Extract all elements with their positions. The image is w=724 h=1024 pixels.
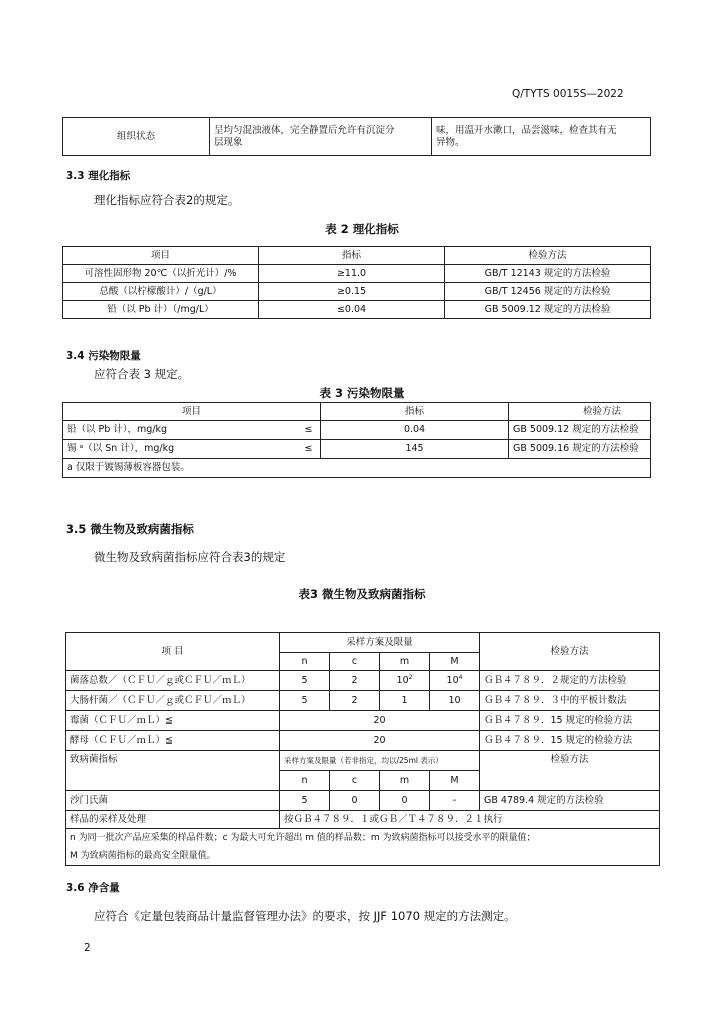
table-cell: GB/T 12143 规定的方法检验 <box>445 265 651 283</box>
table-cell: 5 <box>280 671 330 691</box>
page-number: 2 <box>84 942 91 954</box>
micro-sub-M: M <box>430 771 480 791</box>
table-cell: ＧＢ４７８９．15 规定的检验方法 <box>480 731 660 751</box>
section-3-4-heading: 3.4 污染物限量 <box>66 350 141 362</box>
table-cell: 5 <box>280 791 330 811</box>
table-3-micro-title: 表3 微生物及致病菌指标 <box>298 587 426 601</box>
table-3-pollutants-title: 表 3 污染物限量 <box>319 386 405 400</box>
right-line-1: 味，用温开水漱口，品尝滋味，检查其有无 <box>436 124 617 136</box>
section-3-5-text: 微生物及致病菌指标应符合表3的规定 <box>94 550 286 564</box>
table-cell: 1 <box>380 691 430 711</box>
right-line-2: 异物。 <box>436 136 465 148</box>
table-row: 铅（以 Pb 计）（/mg/L） <box>63 301 259 319</box>
micro-sub-M: M <box>430 653 480 671</box>
right-cell <box>432 118 651 156</box>
section-3-6-text: 应符合《定量包装商品计量监督管理办法》的要求，按 JJF 1070 规定的方法测定。 <box>94 909 516 923</box>
table-cell: 2 <box>330 691 380 711</box>
table-3-header-item: 项目 <box>63 403 321 421</box>
value-base: 10 <box>446 674 459 686</box>
table-3-microbial <box>65 632 660 866</box>
micro-header-item: 项 目 <box>66 633 280 671</box>
micro-sub-c: c <box>330 653 380 671</box>
section-3-6-heading: 3.6 净含量 <box>66 882 120 894</box>
table-cell <box>430 671 480 691</box>
table-cell: GB/T 12456 规定的方法检验 <box>445 283 651 301</box>
table-cell: 20 <box>280 711 480 731</box>
table-cell: GB 4789.4 规定的方法检验 <box>480 791 660 811</box>
description-line-2: 层现象 <box>214 136 243 148</box>
table-2-header-index: 指标 <box>259 247 445 265</box>
label-cell: 组织状态 <box>63 118 210 156</box>
micro-header-method: 检验方法 <box>480 633 660 671</box>
value-exponent: 4 <box>458 673 463 681</box>
micro-sub-n: n <box>280 653 330 671</box>
table-3-pollutants <box>62 402 651 478</box>
table-cell: 0 <box>380 791 430 811</box>
micro-header-plan: 采样方案及限量 <box>280 633 480 653</box>
table-cell: 0.04 <box>321 421 509 440</box>
table-row: 锡 ᵃ（以 Sn 计），mg/kg <box>63 440 201 459</box>
table-row: 铅（以 Pb 计），mg/kg <box>63 421 201 440</box>
description-cell <box>210 118 432 156</box>
table-cell: ≤ <box>201 440 321 459</box>
table-2 <box>62 246 651 319</box>
micro-sub-n: n <box>280 771 330 791</box>
table-cell: 按ＧＢ４７８９．１或ＧＢ／Ｔ４７８９．２１执行 <box>280 811 660 829</box>
table-cell: 2 <box>330 671 380 691</box>
value-exponent: 2 <box>408 673 413 681</box>
description-line-1: 呈均匀混浊液体，完全静置后允许有沉淀分 <box>214 124 395 136</box>
table-3-header-index: 指标 <box>321 403 509 421</box>
table-cell: ＧＢ４７８９．２规定的方法检验 <box>480 671 660 691</box>
table-cell: ≤0.04 <box>259 301 445 319</box>
table-cell: ＧＢ４７８９．15 规定的检验方法 <box>480 711 660 731</box>
table-2-title: 表 2 理化指标 <box>325 222 399 236</box>
document-code: Q/TYTS 0015S—2022 <box>512 88 624 100</box>
table-3-header-method: 检验方法 <box>509 403 651 421</box>
table-cell <box>380 671 430 691</box>
section-3-3-heading: 3.3 理化指标 <box>66 170 131 182</box>
table-cell: ＧＢ４７８９．３中的平板计数法 <box>480 691 660 711</box>
table-2-header-method: 检验方法 <box>445 247 651 265</box>
micro-sub-m: m <box>380 653 430 671</box>
table-cell: 145 <box>321 440 509 459</box>
table-row: 酵母（ＣＦＵ／ｍＬ）≦ <box>66 731 280 751</box>
micro-sub-m: m <box>380 771 430 791</box>
table-cell: 10 <box>430 691 480 711</box>
table-cell: 采样方案及限量（若非指定，均以/25ml 表示） <box>280 751 480 771</box>
table-cell: GB 5009.16 规定的方法检验 <box>509 440 651 459</box>
table-cell: GB 5009.12 规定的方法检验 <box>445 301 651 319</box>
note-line-1: n 为同一批次产品应采集的样品件数；c 为最大可允许超出 m 值的样品数；m 为致病菌指标可以接受水平的限量值； <box>70 833 536 843</box>
table-row: 大肠杆菌／（ＣＦＵ／ｇ或ＣＦＵ／ｍＬ） <box>66 691 280 711</box>
table-row: 总酸（以柠檬酸计）/（g/L） <box>63 283 259 301</box>
table-3-note: a 仅限于镀锡薄板容器包装。 <box>63 459 651 478</box>
table-cell: 检验方法 <box>480 751 660 791</box>
table-cell: GB 5009.12 规定的方法检验 <box>509 421 651 440</box>
top-table <box>62 117 651 156</box>
table-cell: 0 <box>330 791 380 811</box>
value-base: 10 <box>396 674 409 686</box>
table-cell: 5 <box>280 691 330 711</box>
note-line-2: M 为致病菌指标的最高安全限量值。 <box>70 851 216 861</box>
table-row: 霉菌（ＣＦＵ／ｍＬ）≦ <box>66 711 280 731</box>
table-row: 可溶性固形物 20℃（以折光计）/% <box>63 265 259 283</box>
table-cell: ≥0.15 <box>259 283 445 301</box>
micro-sub-c: c <box>330 771 380 791</box>
table-row: 菌落总数／（ＣＦＵ／ｇ或ＣＦＵ／ｍＬ） <box>66 671 280 691</box>
table-row: 样品的采样及处理 <box>66 811 280 829</box>
table-2-header-item: 项目 <box>63 247 259 265</box>
table-cell: 20 <box>280 731 480 751</box>
table-cell: ≥11.0 <box>259 265 445 283</box>
section-3-4-text: 应符合表 3 规定。 <box>94 367 190 381</box>
table-row: 致病菌指标 <box>66 751 280 791</box>
section-3-3-text: 理化指标应符合表2的规定。 <box>94 193 240 207</box>
micro-notes <box>66 829 660 866</box>
section-3-5-heading: 3.5 微生物及致病菌指标 <box>66 522 194 536</box>
table-cell: - <box>430 791 480 811</box>
table-cell: ≤ <box>201 421 321 440</box>
table-row: 沙门氏菌 <box>66 791 280 811</box>
